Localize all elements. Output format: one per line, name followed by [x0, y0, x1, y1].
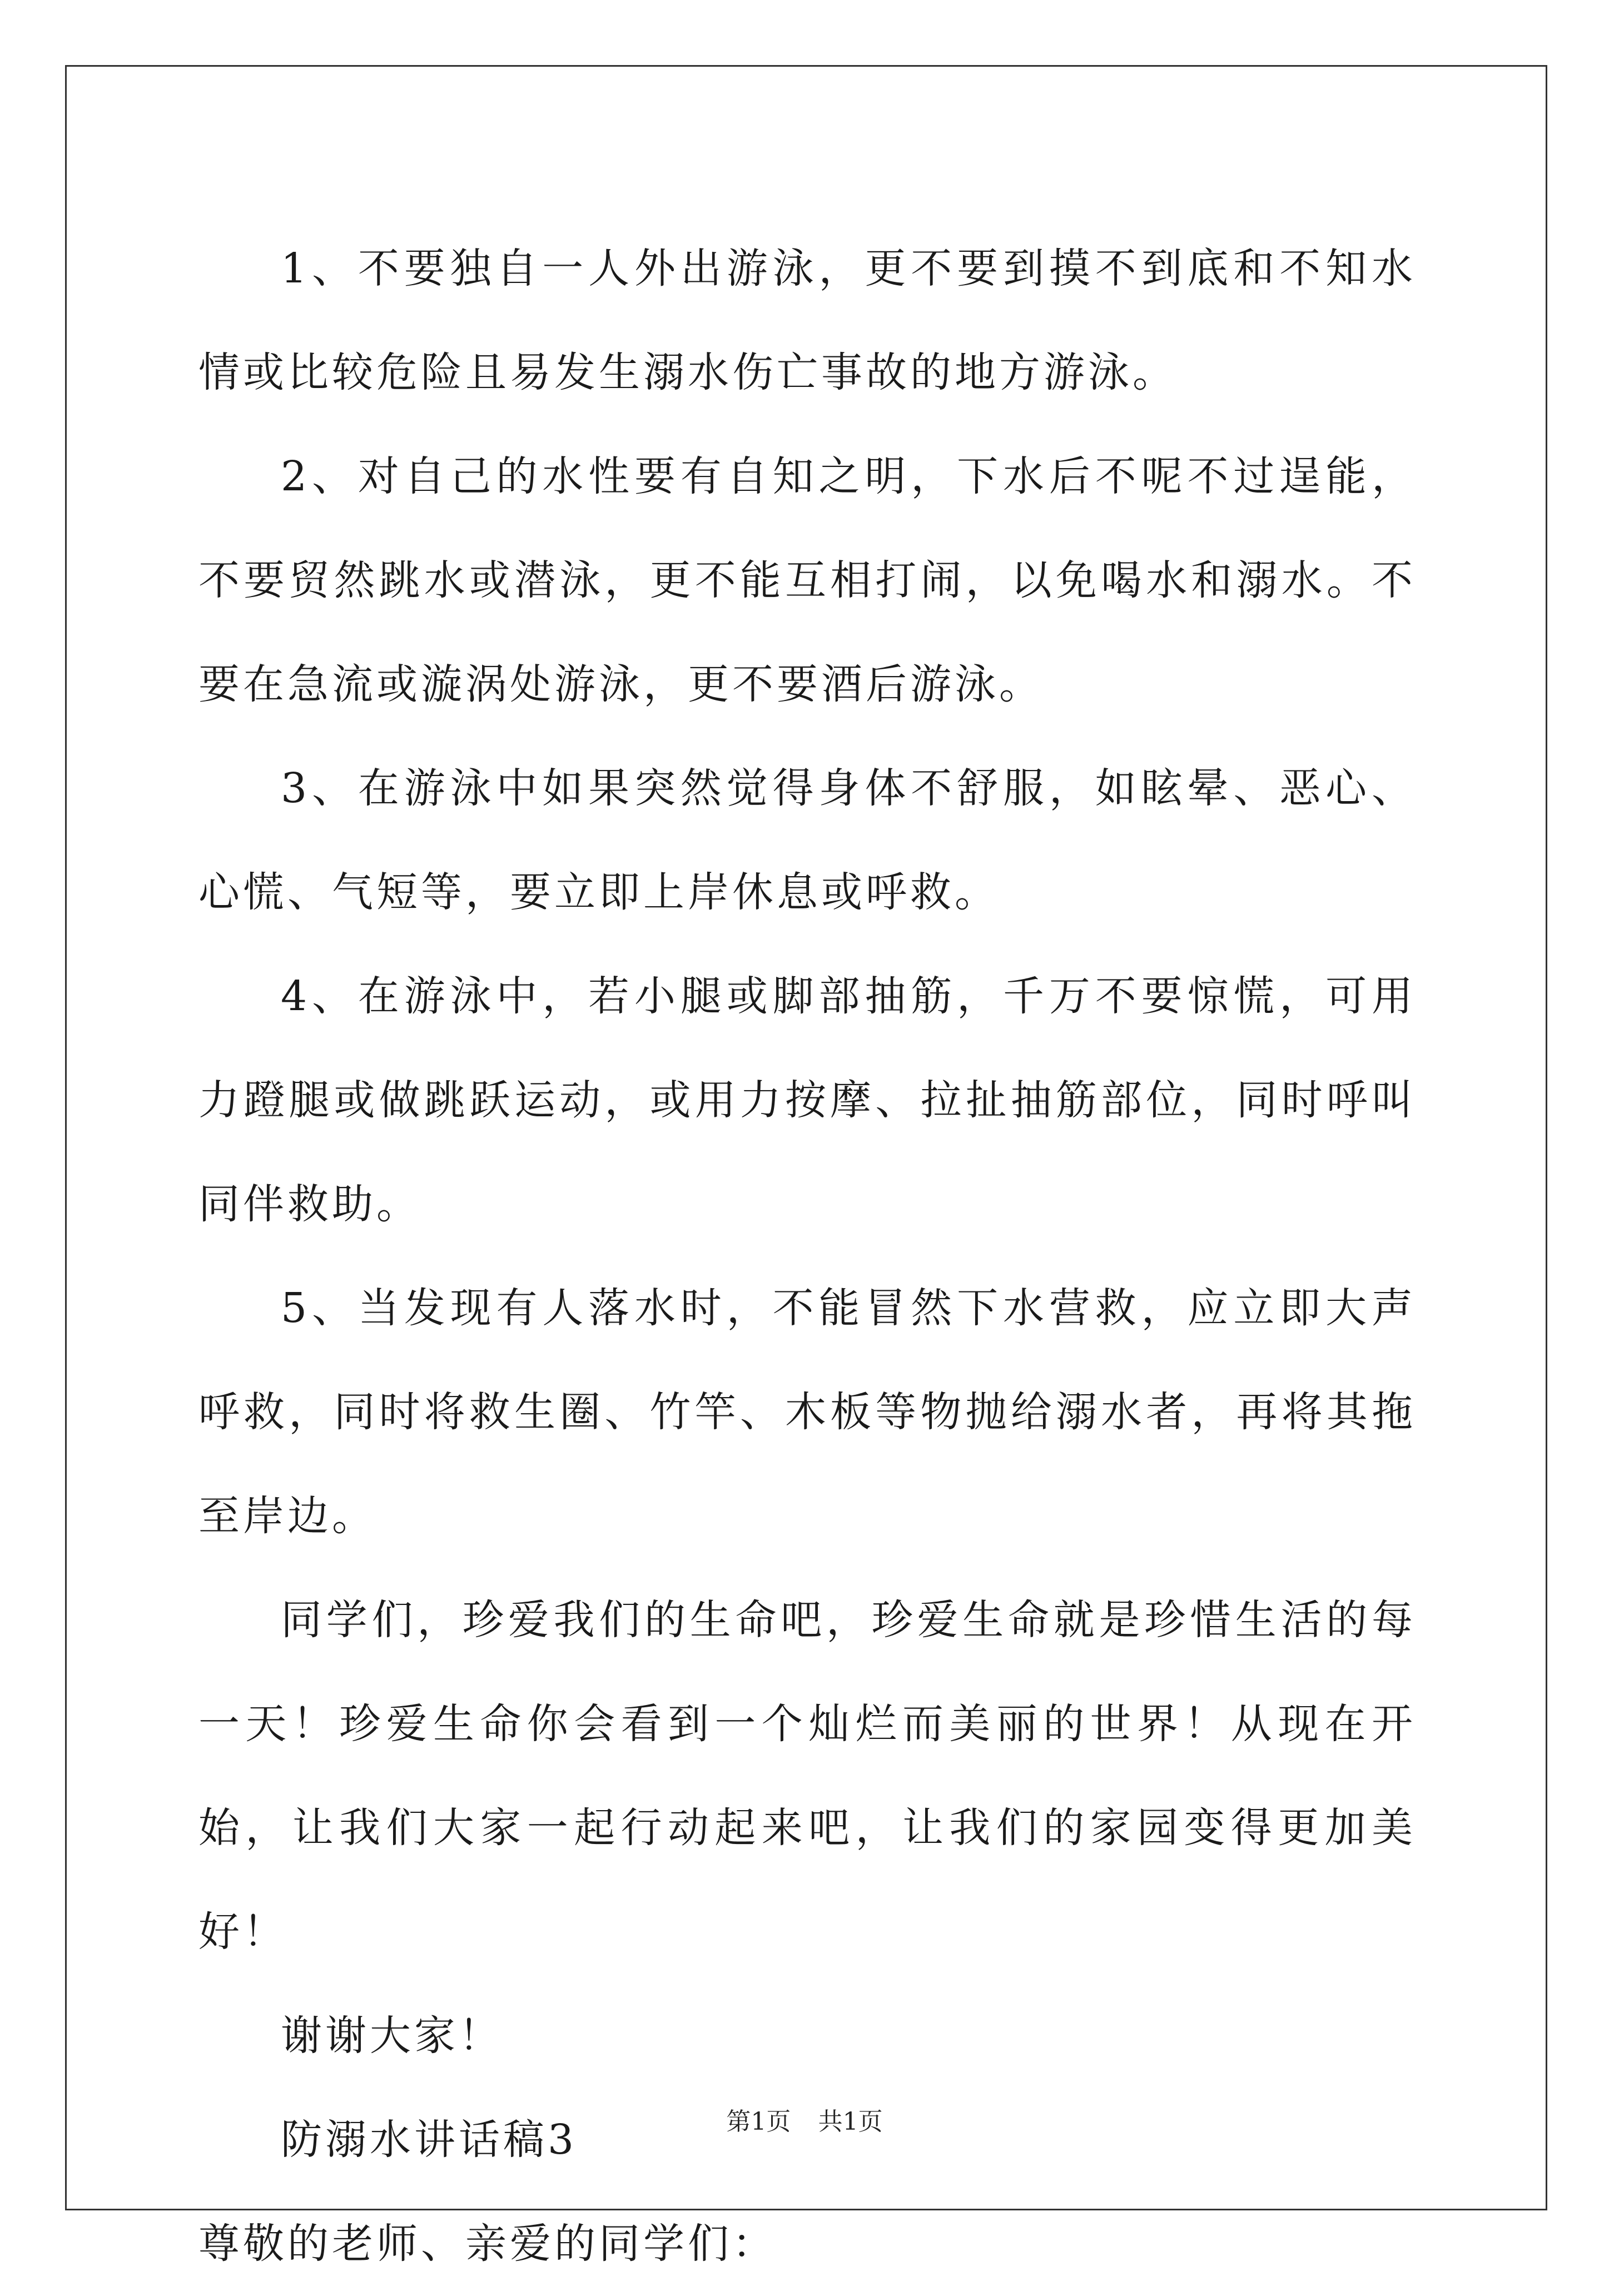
- page-number: 第1页: [726, 2108, 791, 2136]
- salutation: 尊敬的老师、亲爱的同学们：: [198, 2220, 777, 2268]
- page-footer: [0, 2101, 1609, 2137]
- document-body: [198, 217, 1416, 2296]
- paragraph-tip-1: 1、不要独自一人外出游泳，更不要到摸不到底和不知水情或比较危险且易发生溺水伤亡事故的地方游泳。: [198, 245, 1416, 396]
- paragraph-tip-3: 3、在游泳中如果突然觉得身体不舒服，如眩晕、恶心、心慌、气短等，要立即上岸休息或呼救。: [198, 764, 1416, 916]
- section-title: 防溺水讲话稿3: [281, 2116, 578, 2164]
- paragraph-tip-2: 2、对自己的水性要有自知之明，下水后不呢不过逞能，不要贸然跳水或潜泳，更不能互相打闹，以免喝水和溺水。不要在急流或漩涡处游泳，更不要酒后游泳。: [198, 453, 1416, 708]
- paragraph-tip-4: 4、在游泳中，若小腿或脚部抽筋，千万不要惊慌，可用力蹬腿或做跳跃运动，或用力按摩、拉扯抽筋部位，同时呼叫同伴救助。: [198, 972, 1416, 1228]
- paragraph-tip-5: 5、当发现有人落水时，不能冒然下水营救，应立即大声呼救，同时将救生圈、竹竿、木板等物抛给溺水者，再将其拖至岸边。: [198, 1284, 1416, 1540]
- page-total: 共1页: [818, 2108, 883, 2136]
- paragraph-closing: 同学们，珍爱我们的生命吧，珍爱生命就是珍惜生活的每一天！珍爱生命你会看到一个灿烂而美丽的世界！从现在开始，让我们大家一起行动起来吧，让我们的家园变得更加美好！: [198, 1596, 1416, 1956]
- paragraph-thanks: 谢谢大家！: [281, 2012, 503, 2060]
